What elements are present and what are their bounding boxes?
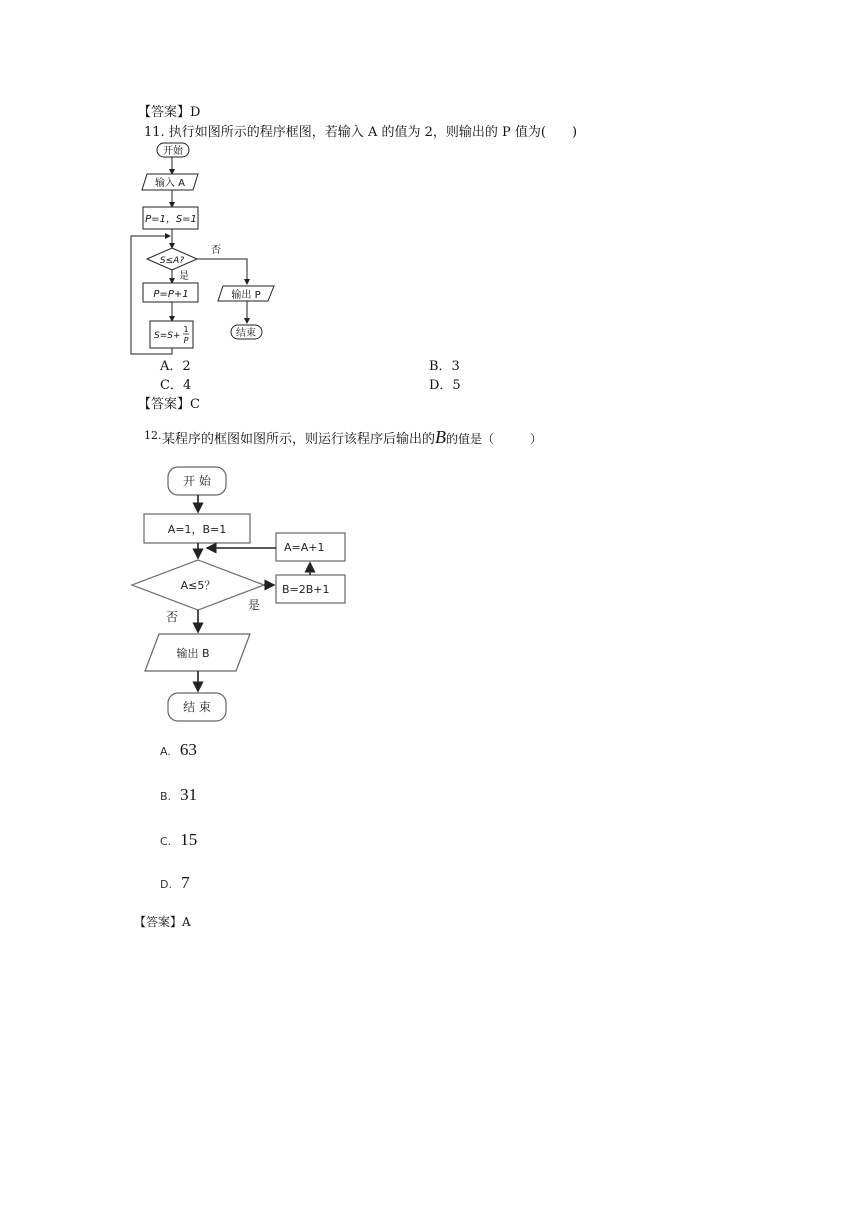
q12-no-label: 否 xyxy=(166,610,179,624)
q12-option-b-value: 31 xyxy=(180,785,198,804)
q12-start-label: 开 始 xyxy=(183,474,211,488)
q12-condition-label: A≤5？ xyxy=(180,579,216,592)
q12-stem-before: 某程序的框图如图所示，则运行该程序后输出的 xyxy=(162,432,436,447)
q12-option-c xyxy=(160,830,197,850)
answer-q11: 【答案】C xyxy=(138,397,200,412)
q12-option-d xyxy=(160,873,190,893)
q12-yes-label: 是 xyxy=(248,598,261,612)
q12-option-b-letter: B. xyxy=(160,790,172,803)
q11-start-label: 开始 xyxy=(163,146,183,157)
q12-option-a-letter: A. xyxy=(160,745,171,758)
q11-option-c: C．4 xyxy=(160,378,192,393)
q12-option-b xyxy=(160,785,197,805)
q11-init-label: P=1，S=1 xyxy=(145,214,197,225)
q12-update-b-label: B=2B+1 xyxy=(282,583,330,596)
q11-option-b: B．3 xyxy=(429,359,460,374)
answer-q10: 【答案】D xyxy=(138,105,201,120)
q11-condition-label: S≤A? xyxy=(159,256,185,266)
q12-option-a xyxy=(160,740,197,760)
q12-option-c-value: 15 xyxy=(180,830,198,849)
q11-increment-label: P=P+1 xyxy=(153,289,189,300)
q11-frac-denominator: P xyxy=(183,336,189,345)
answer-q12: 【答案】A xyxy=(134,915,191,929)
q11-option-a: A．2 xyxy=(160,359,191,374)
q12-option-d-letter: D. xyxy=(160,878,172,891)
question-12-stem xyxy=(162,429,542,448)
q11-frac-numerator: 1 xyxy=(183,325,189,334)
q12-update-a-label: A=A+1 xyxy=(284,541,325,554)
q12-output-label: 输出 B xyxy=(176,647,210,660)
q12-option-a-value: 63 xyxy=(179,740,197,759)
q12-init-label: A=1，B=1 xyxy=(167,523,227,536)
q12-end-label: 结 束 xyxy=(183,700,211,714)
q11-yes-label: 是 xyxy=(179,271,189,282)
q11-end-label: 结束 xyxy=(236,328,256,339)
q12-option-c-letter: C. xyxy=(160,835,172,848)
q11-output-label: 输出 P xyxy=(231,290,261,301)
q11-sum-label: S=S+ xyxy=(154,331,181,341)
q11-no-label: 否 xyxy=(211,245,221,256)
q12-stem-after: 的值是（ ） xyxy=(446,432,543,446)
q12-stem-variable: B xyxy=(435,427,447,447)
flowchart-q12 xyxy=(0,450,860,730)
q11-input-label: 输入 A xyxy=(154,178,186,189)
q11-option-d: D．5 xyxy=(429,378,461,393)
flowchart-q11 xyxy=(0,0,860,420)
q12-option-d-value: 7 xyxy=(181,873,190,892)
question-11-stem: 11. 执行如图所示的程序框图，若输入 A 的值为 2，则输出的 P 值为( ) xyxy=(144,125,578,140)
question-12-number: 12. xyxy=(144,429,162,442)
